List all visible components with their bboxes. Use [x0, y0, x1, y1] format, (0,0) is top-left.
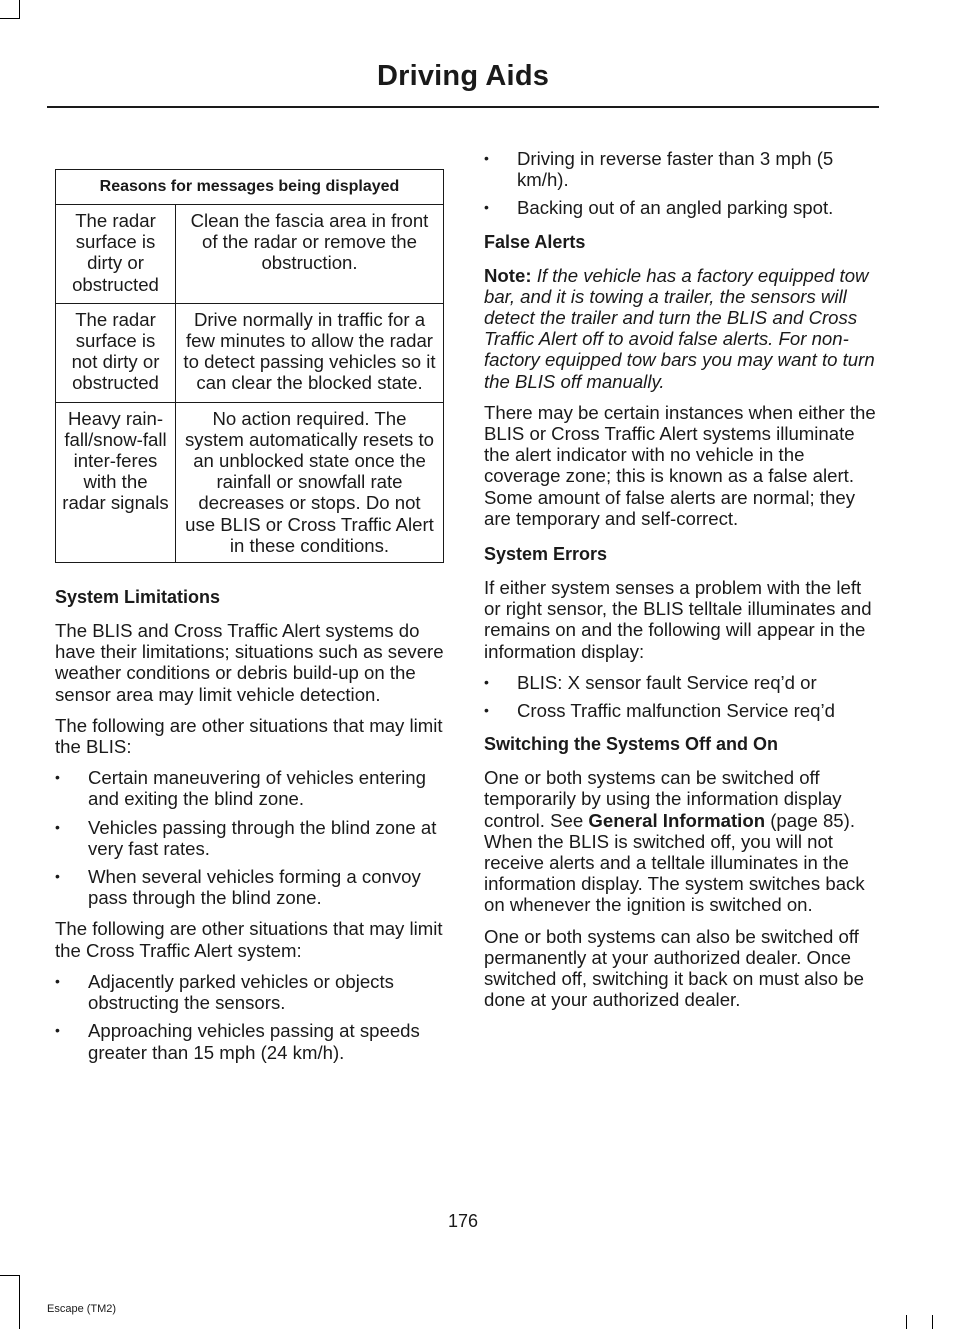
- table-row: [56, 303, 444, 402]
- list-item: • Driving in reverse faster than 3 mph (5 km/h).: [484, 148, 876, 190]
- system-errors-heading: System Errors: [484, 544, 608, 565]
- crop-mark-top-left-h: [0, 18, 20, 19]
- table-row: [56, 205, 444, 304]
- crop-mark-bottom-left-h: [0, 1275, 20, 1276]
- crop-mark-top-left-v: [19, 0, 20, 19]
- blis-limits-intro: The following are other situations that may limit the BLIS:: [55, 714, 443, 758]
- note-text: If the vehicle has a factory equipped tow bar, and it is towing a trailer, the sensors will detect the trailer and turn the BLIS and Cross Traffic Alert off to avoid false alerts. For non-factory equipped tow bars you may want to turn the BLIS off manually.: [484, 264, 875, 392]
- right-column: [484, 148, 876, 1021]
- blis-limits-list: [55, 767, 444, 908]
- switching-heading: Switching the Systems Off and On: [484, 734, 779, 755]
- cause-cell: The radar surface is not dirty or obstructed: [56, 303, 176, 402]
- list-item: • Adjacently parked vehicles or objects obstructing the sensors.: [55, 971, 444, 1013]
- list-item: • Cross Traffic malfunction Service req’d: [484, 700, 876, 721]
- note-label: Note:: [484, 264, 532, 286]
- reasons-table-heading: Reasons for messages being displayed: [56, 170, 444, 205]
- crop-mark-bottom-right-v1: [932, 1315, 933, 1329]
- footer-model-label: Escape (TM2): [47, 1303, 117, 1315]
- reasons-table: [55, 169, 444, 563]
- cause-cell: The radar surface is dirty or obstructed: [56, 205, 176, 304]
- false-alerts-note: [484, 265, 876, 392]
- list-item: • Vehicles passing through the blind zone at very fast rates.: [55, 817, 444, 859]
- false-alerts-body: There may be certain instances when either the BLIS or Cross Traffic Alert systems illuminate the alert indicator with no vehicle in the coverage zone; this is known as a false alert. Some amount of false alerts are normal; they are temporary and self-correct.: [484, 401, 876, 529]
- general-information-link[interactable]: General Information: [588, 809, 766, 831]
- switching-p2: One or both systems can also be switched off permanently at your authorized dealer. Once switched off, switching it back on must also be done at your authorized dealer.: [484, 925, 864, 1011]
- crop-mark-bottom-right-v2: [906, 1315, 907, 1329]
- cta-limits-intro: The following are other situations that may limit the Cross Traffic Alert system:: [55, 918, 443, 961]
- cause-cell: Heavy rain-fall/snow-fall inter-feres with the radar signals: [56, 402, 176, 562]
- system-limitations-intro: The BLIS and Cross Traffic Alert systems do have their limitations; situations such as severe weather conditions or debris build-up on the sensor area may limit vehicle detection.: [55, 620, 444, 705]
- page-number: 176: [447, 1211, 479, 1231]
- switching-p1-text: One or both systems can be switched off temporarily by using the information display control. See: [484, 767, 842, 831]
- list-item: • Backing out of an angled parking spot.: [484, 197, 876, 218]
- action-cell: Drive normally in traffic for a few minutes to allow the radar to detect passing vehicles so it can clear the blocked state.: [176, 303, 444, 402]
- left-column: [55, 148, 444, 1073]
- switching-p1: [484, 767, 876, 915]
- system-errors-body: If either system senses a problem with the left or right sensor, the BLIS telltale illuminates and remains on and the following will appear in the information display:: [484, 577, 872, 662]
- system-limitations-heading: System Limitations: [55, 587, 221, 608]
- page-title: Driving Aids: [376, 60, 550, 92]
- crop-mark-bottom-left-v: [19, 1275, 20, 1329]
- list-item: • Certain maneuvering of vehicles entering and exiting the blind zone.: [55, 767, 444, 809]
- list-item: • BLIS: X sensor fault Service req’d or: [484, 672, 876, 693]
- list-item: • When several vehicles forming a convoy pass through the blind zone.: [55, 866, 444, 908]
- cta-limits-list: [55, 971, 444, 1063]
- list-item: • Approaching vehicles passing at speeds greater than 15 mph (24 km/h).: [55, 1020, 444, 1062]
- action-cell: Clean the fascia area in front of the radar or remove the obstruction.: [176, 205, 444, 304]
- table-row: [56, 402, 444, 562]
- header-rule: [47, 106, 879, 108]
- false-alerts-heading: False Alerts: [484, 231, 586, 252]
- switching-p1-text-after: (page 85). When the BLIS is switched off, you will not receive alerts and a telltale illuminates in the information display. The system switches back on whenever the ignition is switched on.: [484, 809, 865, 916]
- system-errors-list: [484, 672, 876, 721]
- cta-limits-list-continued: [484, 148, 876, 219]
- action-cell: No action required. The system automatically resets to an unblocked state once the rainfall or snowfall rate decreases or stops. Do not use BLIS or Cross Traffic Alert in these conditions.: [176, 402, 444, 562]
